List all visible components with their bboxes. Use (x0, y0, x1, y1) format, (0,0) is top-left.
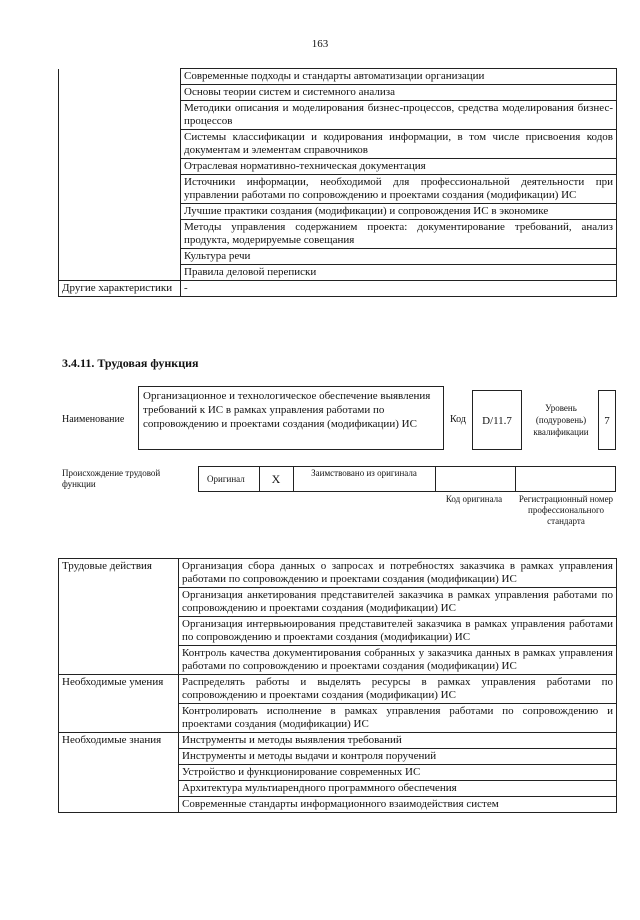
code-label: Код (450, 414, 466, 425)
table-row (59, 733, 617, 749)
code-caption: Код оригинала (445, 494, 503, 504)
name-label: Наименование (62, 414, 125, 425)
skill-item: Контролировать исполнение в рамках управления работами по сопровождению и проектами создания (модификации) ИС (179, 704, 617, 733)
table-row (59, 675, 617, 704)
code-box (472, 390, 522, 450)
knowledge-item: Современные подходы и стандарты автоматизации организации (181, 69, 617, 85)
original-label: Оригинал (207, 474, 245, 484)
knowledge-item: Методики описания и моделирования бизнес-процессов, средства моделирования бизнес-процессов (181, 101, 617, 130)
function-name-box (138, 386, 444, 450)
action-item: Организация сбора данных о запросах и потребностях заказчика в рамках управления работами по сопровождению и проектами создания (модификации) ИС (179, 559, 617, 588)
other-characteristics-label: Другие характеристики (59, 281, 181, 297)
table-row (59, 559, 617, 588)
reg-caption: Регистрационный номер профессионального стандарта (518, 494, 614, 526)
section-heading: 3.4.11. Трудовая функция (62, 356, 199, 370)
knowledge-item: Системы классификации и кодирования информации, в том числе присвоения кодов документам и элементам справочников (181, 130, 617, 159)
code-value: D/11.7 (482, 415, 512, 427)
table-row (59, 281, 617, 297)
knowledge-item: Отраслевая нормативно-техническая документация (181, 159, 617, 175)
page-number: 163 (311, 38, 329, 50)
knowledge-item: Инструменты и методы выдачи и контроля поручений (179, 749, 617, 765)
knowledge-item: Современные стандарты информационного взаимодействия систем (179, 797, 617, 813)
level-value: 7 (604, 415, 610, 427)
skills-label: Необходимые умения (59, 675, 179, 733)
knowledge-item: Архитектура мультиарендного программного обеспечения (179, 781, 617, 797)
origin-box (198, 466, 616, 492)
level-box (598, 390, 616, 450)
action-item: Организация интервьюирования представителей заказчика в рамках управления работами по сопровождению и проектами создания (модификации) ИС (179, 617, 617, 646)
function-details-table (58, 558, 617, 813)
action-item: Организация анкетирования представителей заказчика в рамках управления работами по сопровождению и проектами создания (модификации) ИС (179, 588, 617, 617)
other-characteristics-value: - (181, 281, 617, 297)
knowledge-item: Лучшие практики создания (модификации) и сопровождения ИС в экономике (181, 204, 617, 220)
knowledge-item: Методы управления содержанием проекта: документирование требований, анализ продукта, модерируемые совещания (181, 220, 617, 249)
knowledge-item: Инструменты и методы выявления требований (179, 733, 617, 749)
origin-label: Происхождение трудовой функции (62, 468, 161, 489)
knowledge-label: Необходимые знания (59, 733, 179, 813)
borrowed-label: Заимствовано из оригинала (311, 468, 417, 478)
skill-item: Распределять работы и выделять ресурсы в рамках управления работами по сопровождению и проектами создания (модификации) ИС (179, 675, 617, 704)
knowledge-table-continued (58, 68, 617, 297)
actions-label: Трудовые действия (59, 559, 179, 675)
function-name: Организационное и технологическое обеспечение выявления требований к ИС в рамках управления работами по сопровождению и проектами создания (модификации) ИС (143, 390, 431, 430)
action-item: Контроль качества документирования собранных у заказчика данных в рамках управления работами по сопровождению и проектами создания (модификации) ИС (179, 646, 617, 675)
table-cell-empty (59, 69, 181, 281)
knowledge-item: Устройство и функционирование современных ИС (179, 765, 617, 781)
knowledge-item: Правила деловой переписки (181, 265, 617, 281)
knowledge-item: Основы теории систем и системного анализа (181, 85, 617, 101)
knowledge-item: Культура речи (181, 249, 617, 265)
table-row (59, 69, 617, 85)
knowledge-item: Источники информации, необходимой для профессиональной деятельности при управлении работами по сопровождению и проектами создания (модификации) ИС (181, 175, 617, 204)
original-mark: X (271, 472, 281, 486)
level-label: Уровень (подуровень) квалификации (533, 403, 589, 437)
